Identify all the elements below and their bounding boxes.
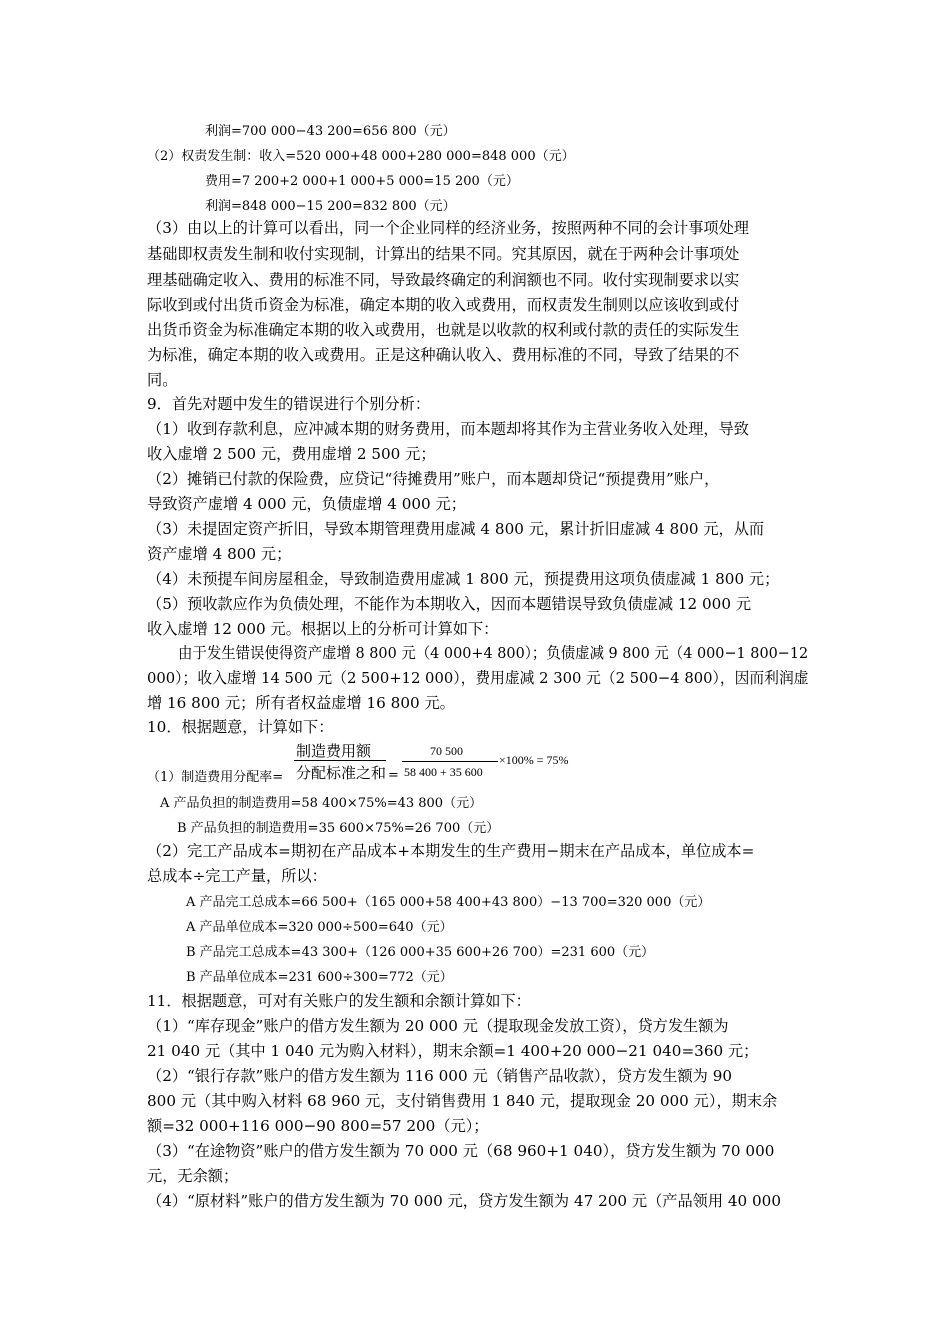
accrual-profit-line: 利润=848 000−15 200=832 800（元） (205, 199, 456, 214)
paragraph-line: （2）摊销已付款的保险费，应贷记“待摊费用”账户，而本题却贷记“预提费用”账户， (147, 470, 720, 488)
paragraph-line: （2）“银行存款”账户的借方发生额为 116 000 元（销售产品收款），贷方发生额为 90 (147, 1067, 733, 1085)
paragraph-line: 收入虚增 2 500 元，费用虚增 2 500 元； (147, 445, 436, 463)
accrual-expense-line: 费用=7 200+2 000+1 000+5 000=15 200（元） (205, 174, 519, 189)
paragraph-line: 同。 (147, 371, 178, 389)
section-10-title: 10．根据题意，计算如下： (147, 718, 334, 736)
product-a-overhead-line: A 产品负担的制造费用=58 400×75%=43 800（元） (160, 796, 483, 811)
paragraph-line: （3）由以上的计算可以看出，同一个企业同样的经济业务，按照两种不同的会计事项处理 (147, 219, 749, 237)
paragraph-line: 000）；收入虚增 14 500 元（2 500+12 000），费用虚减 2 300 元（2 500−4 800），因而利润虚 (147, 669, 809, 687)
paragraph-line: （2）完工产品成本=期初在产品成本+本期发生的生产费用−期末在产品成本，单位成本= (147, 842, 755, 860)
paragraph-line: 资产虚增 4 800 元； (147, 545, 292, 563)
section-9-title: 9．首先对题中发生的错误进行个别分析： (147, 395, 431, 413)
paragraph-line: 21 040 元（其中 1 040 元为购入材料），期末余额=1 400+20 000−21 040=360 元； (147, 1042, 759, 1060)
paragraph-line: 出货币资金为标准确定本期的收入或费用，也就是以收款的权利或付款的责任的实际发生 (147, 321, 740, 339)
paragraph-line: （1）“库存现金”账户的借方发生额为 20 000 元（提取现金发放工资），贷方发生额为 (147, 1017, 729, 1035)
formula-denominator-1: 分配标准之和 (296, 764, 387, 782)
calc-line: A 产品单位成本=320 000÷500=640（元） (186, 920, 453, 935)
paragraph-line: 为标准，确定本期的收入或费用。正是这种确认收入、费用标准的不同，导致了结果的不 (147, 346, 740, 364)
paragraph-line: （4）“原材料”账户的借方发生额为 70 000 元，贷方发生额为 47 200 元（产品领用 40 000 (147, 1192, 782, 1210)
calc-line: A 产品完工总成本=66 500+（165 000+58 400+43 800）−13 700=320 000（元） (186, 895, 711, 910)
product-b-overhead-line: B 产品负担的制造费用=35 600×75%=26 700（元） (177, 821, 500, 836)
paragraph-line: 际收到或付出货币资金为标准，确定本期的收入或费用，而权责发生制则以应该收到或付 (147, 296, 740, 314)
formula-result: ×100% = 75% (499, 753, 569, 767)
paragraph-line: （3）“在途物资”账户的借方发生额为 70 000 元（68 960+1 040），贷方发生额为 70 000 (147, 1142, 775, 1160)
calc-line: B 产品完工总成本=43 300+（126 000+35 600+26 700）=231 600（元） (186, 945, 655, 960)
paragraph-line: （1）收到存款利息，应冲减本期的财务费用，而本题却将其作为主营业务收入处理，导致 (147, 420, 749, 438)
formula-equals: = (388, 768, 399, 783)
fraction-bar-2 (402, 761, 498, 762)
paragraph-line: 元，无余额； (147, 1167, 239, 1185)
paragraph-line: 额=32 000+116 000−90 800=57 200（元）； (147, 1117, 489, 1135)
paragraph-line: 增 16 800 元；所有者权益虚增 16 800 元。 (147, 694, 455, 712)
paragraph-line: 基础即权责发生制和收付实现制，计算出的结果不同。究其原因，就在于两种会计事项处 (147, 245, 740, 263)
accrual-revenue-line: （2）权责发生制：收入=520 000+48 000+280 000=848 000（元） (147, 149, 575, 164)
paragraph-line: 800 元（其中购入材料 68 960 元，支付销售费用 1 840 元，提取现金 20 000 元），期末余 (147, 1092, 778, 1110)
section-11-title: 11．根据题意，可对有关账户的发生额和余额计算如下： (147, 992, 531, 1010)
profit-cash-basis-line: 利润=700 000−43 200=656 800（元） (205, 124, 456, 139)
formula-label: （1）制造费用分配率= (147, 770, 284, 785)
paragraph-line: （4）未预提车间房屋租金，导致制造费用虚减 1 800 元，预提费用这项负债虚减 1 800 元； (147, 570, 780, 588)
calc-line: B 产品单位成本=231 600÷300=772（元） (186, 970, 453, 985)
paragraph-line: 收入虚增 12 000 元。根据以上的分析可计算如下： (147, 620, 499, 638)
paragraph-line: 总成本÷完工产量，所以： (147, 867, 327, 885)
paragraph-line: 理基础确定收入、费用的标准不同，导致最终确定的利润额也不同。收付实现制要求以实 (147, 271, 740, 289)
paragraph-line: （5）预收款应作为负债处理，不能作为本期收入，因而本题错误导致负债虚减 12 000 元 (147, 595, 752, 613)
fraction-bar-1 (294, 760, 386, 761)
formula-numerator-2: 70 500 (430, 744, 463, 758)
formula-denominator-2: 58 400 + 35 600 (404, 765, 483, 779)
formula-numerator-1: 制造费用额 (296, 742, 372, 760)
paragraph-line: 导致资产虚增 4 000 元，负债虚增 4 000 元； (147, 495, 466, 513)
paragraph-line: 由于发生错误使得资产虚增 8 800 元（4 000+4 800）；负债虚减 9 800 元（4 000−1 800−12 (178, 644, 809, 662)
paragraph-line: （3）未提固定资产折旧，导致本期管理费用虚减 4 800 元，累计折旧虚减 4 800 元，从而 (147, 520, 765, 538)
